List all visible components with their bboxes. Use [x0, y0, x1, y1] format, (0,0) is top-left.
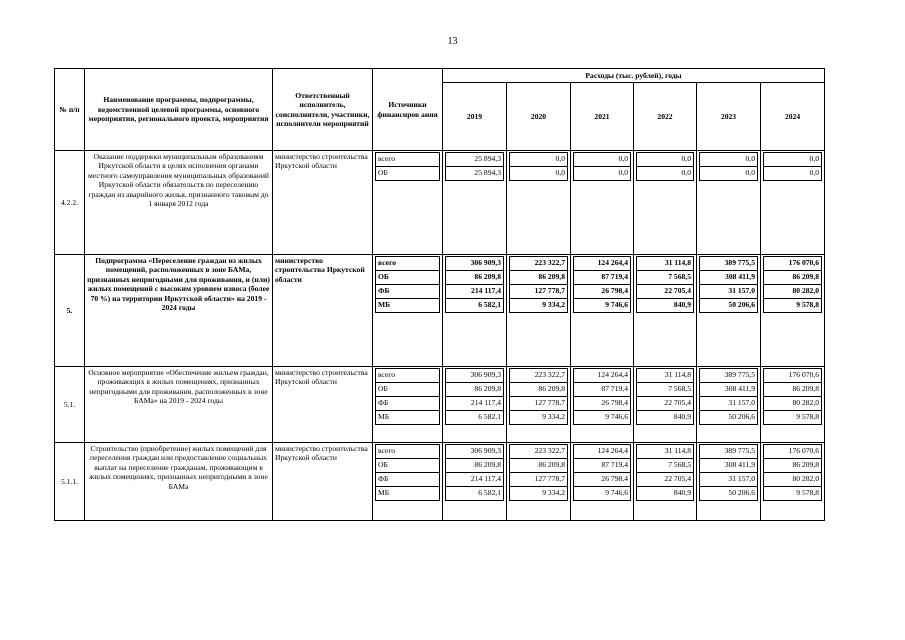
amount-value: 127 778,7 — [510, 397, 568, 411]
amount-value: 86 209,8 — [510, 271, 568, 285]
page-number: 13 — [447, 36, 458, 47]
amount-value: 6 582,1 — [446, 299, 504, 313]
row-number: 5.1. — [55, 367, 85, 443]
amount-value: 9 578,8 — [764, 487, 822, 501]
amount-value: 87 719,4 — [574, 459, 631, 473]
amount-value: 86 209,8 — [764, 459, 822, 473]
amount-value: 7 568,5 — [637, 383, 694, 397]
amount-value: 80 282,0 — [764, 473, 822, 487]
amount-value: 223 322,7 — [510, 369, 568, 383]
header-name: Наименование программы, подпрограммы, ведомственной целевой программы, основного мероприятия, регионального проекта, мероприятия — [85, 69, 273, 151]
amount-value: 9 746,6 — [574, 411, 631, 425]
source-cell — [373, 151, 443, 255]
amount-value: 0,0 — [637, 153, 694, 167]
amount-value: 26 798,4 — [574, 473, 631, 487]
amount-value: 26 798,4 — [574, 397, 631, 411]
amount-value: 86 209,8 — [764, 271, 822, 285]
header-year: 2022 — [634, 83, 697, 151]
amount-value: 6 582,1 — [446, 411, 504, 425]
amount-value: 0,0 — [764, 153, 822, 167]
source-label: всего — [376, 445, 440, 459]
source-label: ФБ — [376, 285, 440, 299]
amount-value: 0,0 — [700, 153, 758, 167]
amount-value: 176 070,6 — [764, 257, 822, 271]
header-year: 2023 — [697, 83, 761, 151]
amount-value: 31 157,0 — [700, 397, 758, 411]
amount-value: 31 114,8 — [637, 445, 694, 459]
value-cell — [634, 255, 697, 367]
amount-value: 86 209,8 — [446, 271, 504, 285]
amount-value: 9 746,6 — [574, 487, 631, 501]
amount-value: 127 778,7 — [510, 473, 568, 487]
amount-value: 124 264,4 — [574, 257, 631, 271]
value-cell — [761, 443, 825, 521]
source-label: ФБ — [376, 473, 440, 487]
table-row — [55, 255, 825, 367]
header-num: № п/п — [55, 69, 85, 151]
source-cell — [373, 255, 443, 367]
row-number: 5.1.1. — [55, 443, 85, 521]
amount-value: 223 322,7 — [510, 445, 568, 459]
amount-value: 9 334,2 — [510, 487, 568, 501]
amount-value: 31 114,8 — [637, 369, 694, 383]
amount-value: 389 775,5 — [700, 257, 758, 271]
amount-value: 31 157,0 — [700, 473, 758, 487]
source-label: ОБ — [376, 167, 440, 181]
amount-value: 9 746,6 — [574, 299, 631, 313]
row-responsible: министерство строительства Иркутской области — [273, 443, 373, 521]
amount-value: 87 719,4 — [574, 383, 631, 397]
value-cell — [761, 151, 825, 255]
amount-value: 308 411,9 — [700, 459, 758, 473]
row-responsible: министерство строительства Иркутской области — [273, 367, 373, 443]
source-label: ФБ — [376, 397, 440, 411]
amount-value: 86 209,8 — [510, 459, 568, 473]
amount-value: 176 070,6 — [764, 369, 822, 383]
amount-value: 0,0 — [700, 167, 758, 181]
amount-value: 86 209,8 — [446, 383, 504, 397]
header-year: 2021 — [571, 83, 634, 151]
amount-value: 0,0 — [574, 167, 631, 181]
row-responsible: министерство строительства Иркутской области — [273, 151, 373, 255]
header-responsible: Ответственный исполнитель, соисполнители, участники, исполнители мероприятий — [273, 69, 373, 151]
header-year: 2024 — [761, 83, 825, 151]
amount-value: 0,0 — [637, 167, 694, 181]
value-cell — [571, 151, 634, 255]
value-cell — [507, 443, 571, 521]
amount-value: 840,9 — [637, 487, 694, 501]
amount-value: 0,0 — [574, 153, 631, 167]
value-cell — [571, 367, 634, 443]
amount-value: 306 909,3 — [446, 257, 504, 271]
value-cell — [697, 255, 761, 367]
value-cell — [443, 367, 507, 443]
value-cell — [507, 151, 571, 255]
source-label: ОБ — [376, 459, 440, 473]
value-cell — [443, 443, 507, 521]
source-cell — [373, 367, 443, 443]
amount-value: 22 705,4 — [637, 285, 694, 299]
amount-value: 86 209,8 — [446, 459, 504, 473]
source-label: всего — [376, 369, 440, 383]
value-cell — [443, 151, 507, 255]
value-cell — [634, 151, 697, 255]
amount-value: 223 322,7 — [510, 257, 568, 271]
source-label: ОБ — [376, 383, 440, 397]
row-responsible: министерство строительства Иркутской области — [273, 255, 373, 367]
amount-value: 87 719,4 — [574, 271, 631, 285]
source-label: МБ — [376, 487, 440, 501]
value-cell — [761, 255, 825, 367]
amount-value: 7 568,5 — [637, 271, 694, 285]
header-source: Источники финансиров ания — [373, 69, 443, 151]
value-cell — [507, 255, 571, 367]
amount-value: 9 578,8 — [764, 411, 822, 425]
amount-value: 214 117,4 — [446, 285, 504, 299]
source-label: МБ — [376, 411, 440, 425]
amount-value: 7 568,5 — [637, 459, 694, 473]
source-label: ОБ — [376, 271, 440, 285]
amount-value: 308 411,9 — [700, 271, 758, 285]
amount-value: 25 894,3 — [446, 153, 504, 167]
amount-value: 80 282,0 — [764, 285, 822, 299]
amount-value: 176 070,6 — [764, 445, 822, 459]
expenses-table — [54, 68, 825, 521]
amount-value: 840,9 — [637, 411, 694, 425]
value-cell — [697, 367, 761, 443]
amount-value: 124 264,4 — [574, 445, 631, 459]
amount-value: 80 282,0 — [764, 397, 822, 411]
amount-value: 86 209,8 — [510, 383, 568, 397]
value-cell — [697, 151, 761, 255]
value-cell — [761, 367, 825, 443]
table-row — [55, 151, 825, 255]
source-label: всего — [376, 153, 440, 167]
amount-value: 22 705,4 — [637, 397, 694, 411]
value-cell — [571, 255, 634, 367]
row-number: 4.2.2. — [55, 151, 85, 255]
header-year: 2019 — [443, 83, 507, 151]
amount-value: 50 206,6 — [700, 299, 758, 313]
value-cell — [697, 443, 761, 521]
amount-value: 22 705,4 — [637, 473, 694, 487]
row-name: Строительство (приобретение) жилых помещений для переселения граждан или предоставление социальных выплат на переселение гражданам, проживающим в жилых помещениях, признанных непригодными в зоне БАМа — [85, 443, 273, 521]
value-cell — [634, 367, 697, 443]
amount-value: 0,0 — [510, 153, 568, 167]
amount-value: 308 411,9 — [700, 383, 758, 397]
value-cell — [443, 255, 507, 367]
header-expenses: Расходы (тыс. рублей), годы — [443, 69, 825, 83]
amount-value: 50 206,6 — [700, 487, 758, 501]
amount-value: 9 334,2 — [510, 299, 568, 313]
amount-value: 840,9 — [637, 299, 694, 313]
amount-value: 306 909,3 — [446, 369, 504, 383]
value-cell — [507, 367, 571, 443]
amount-value: 214 117,4 — [446, 397, 504, 411]
amount-value: 127 778,7 — [510, 285, 568, 299]
table-row — [55, 443, 825, 521]
amount-value: 86 209,8 — [764, 383, 822, 397]
source-cell — [373, 443, 443, 521]
amount-value: 389 775,5 — [700, 445, 758, 459]
amount-value: 124 264,4 — [574, 369, 631, 383]
amount-value: 31 114,8 — [637, 257, 694, 271]
amount-value: 214 117,4 — [446, 473, 504, 487]
amount-value: 0,0 — [510, 167, 568, 181]
amount-value: 306 909,3 — [446, 445, 504, 459]
row-name: Оказание поддержки муниципальным образованиям Иркутской области в целях исполнения органами местного самоуправления муниципальных образований Иркутской области обязательств по переселению граждан из аварийного жилья, признанного таковым до 1 января 2012 года — [85, 151, 273, 255]
amount-value: 389 775,5 — [700, 369, 758, 383]
row-name: Основное мероприятие «Обеспечение жильем граждан, проживающих в жилых помещениях, признанных непригодными для проживания, расположенных в зоне БАМа» на 2019 - 2024 годы — [85, 367, 273, 443]
amount-value: 50 206,6 — [700, 411, 758, 425]
amount-value: 6 582,1 — [446, 487, 504, 501]
row-number: 5. — [55, 255, 85, 367]
value-cell — [634, 443, 697, 521]
amount-value: 9 334,2 — [510, 411, 568, 425]
source-label: МБ — [376, 299, 440, 313]
amount-value: 31 157,0 — [700, 285, 758, 299]
row-name: Подпрограмма «Переселение граждан из жилых помещений, расположенных в зоне БАМа, признанных непригодными для проживания, и (или) жилых помещений с высоким уровнем износа (более 70 %) на территории Иркутской области» на 2019 - 2024 годы — [85, 255, 273, 367]
header-year: 2020 — [507, 83, 571, 151]
value-cell — [571, 443, 634, 521]
amount-value: 0,0 — [764, 167, 822, 181]
amount-value: 25 894,3 — [446, 167, 504, 181]
table-row — [55, 367, 825, 443]
amount-value: 26 798,4 — [574, 285, 631, 299]
source-label: всего — [376, 257, 440, 271]
amount-value: 9 578,8 — [764, 299, 822, 313]
